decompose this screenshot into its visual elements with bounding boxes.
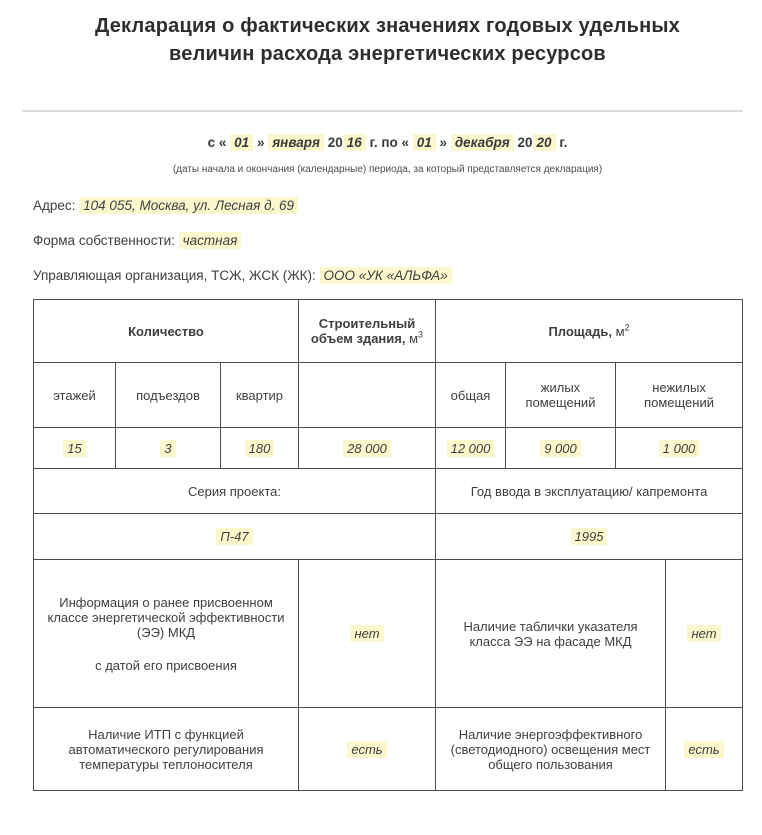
managing-org-line: [33, 268, 742, 283]
energy-class-value-cell: [299, 560, 436, 708]
address-line: [33, 198, 742, 213]
period-text: с «: [207, 135, 231, 150]
project-series-label-row: [34, 469, 743, 514]
apartments-cell: [221, 428, 299, 469]
project-series-value-row: [34, 514, 743, 560]
empty-cell: [299, 363, 436, 428]
period-day-end-field[interactable]: 01: [413, 134, 436, 151]
nonresidential-area-value-field[interactable]: 1 000: [659, 440, 700, 457]
floors-value-field[interactable]: 15: [63, 440, 85, 457]
period-year-end-field[interactable]: 20: [533, 134, 556, 151]
declaration-table: [33, 299, 743, 791]
entrances-subheader: подъездов: [116, 363, 221, 428]
area-unit: $м^2$: [615, 322, 630, 339]
commissioning-year-label: Год ввода в эксплуатацию/ капремонта: [436, 469, 743, 514]
quantity-header-label: Количество: [128, 323, 204, 339]
project-series-value-field[interactable]: П-47: [216, 528, 252, 545]
title-divider: [22, 110, 743, 112]
itp-label: Наличие ИТП с функцией автоматического регулирования температуры теплоносителя: [34, 708, 299, 791]
led-lighting-value-cell: [666, 708, 743, 791]
managing-org-value-field[interactable]: ООО «УК «АЛЬФА»: [320, 267, 452, 284]
project-series-label: Серия проекта:: [34, 469, 436, 514]
area-header: [436, 300, 743, 363]
commissioning-year-cell: [436, 514, 743, 560]
table-header-row: [34, 300, 743, 363]
energy-class-label: [34, 560, 299, 708]
quantity-header: [34, 300, 299, 363]
entrances-cell: [116, 428, 221, 469]
residential-area-value-field[interactable]: 9 000: [540, 440, 581, 457]
project-series-cell: [34, 514, 436, 560]
table-values-row: [34, 428, 743, 469]
period-line: [33, 135, 742, 150]
building-volume-label: Строительный объем здания,: [310, 316, 416, 346]
page-title: [33, 12, 742, 68]
address-value-field[interactable]: 104 055, Москва, ул. Лесная д. 69: [79, 197, 298, 214]
ee-plate-value-field[interactable]: нет: [687, 625, 720, 642]
building-volume-header: [299, 300, 436, 363]
period-day-start-field[interactable]: 01: [230, 134, 253, 151]
led-lighting-value-field[interactable]: есть: [684, 741, 723, 758]
energy-class-value-field[interactable]: нет: [350, 625, 383, 642]
energy-class-label-part1: Информация о ранее присвоенном классе энергетической эффективности (ЭЭ) МКД: [47, 594, 285, 640]
apartments-subheader: квартир: [221, 363, 299, 428]
table-subheader-row: [34, 363, 743, 428]
floors-cell: [34, 428, 116, 469]
period-month-end-field[interactable]: декабря: [451, 134, 514, 151]
apartments-value-field[interactable]: 180: [245, 440, 275, 457]
itp-value-field[interactable]: есть: [347, 741, 386, 758]
page-title-line1: Декларация о фактических значениях годовых удельных: [95, 15, 680, 37]
period-text: »: [253, 135, 269, 150]
address-label: Адрес:: [33, 198, 80, 213]
period-month-start-field[interactable]: января: [268, 134, 324, 151]
page-title-line2: величин расхода энергетических ресурсов: [169, 43, 606, 65]
ownership-line: [33, 233, 742, 248]
floors-subheader: этажей: [34, 363, 116, 428]
ee-plate-label: Наличие таблички указателя класса ЭЭ на фасаде МКД: [436, 560, 666, 708]
entrances-value-field[interactable]: 3: [160, 440, 175, 457]
area-header-label: Площадь,: [548, 323, 613, 339]
nonresidential-area-cell: [616, 428, 743, 469]
period-year-start-field[interactable]: 16: [343, 134, 366, 151]
period-text: »: [435, 135, 451, 150]
itp-value-cell: [299, 708, 436, 791]
volume-value-field[interactable]: 28 000: [343, 440, 391, 457]
residential-area-subheader: жилых помещений: [506, 363, 616, 428]
energy-class-row: [34, 560, 743, 708]
residential-area-cell: [506, 428, 616, 469]
ee-plate-value-cell: [666, 560, 743, 708]
period-note: (даты начала и окончания (календарные) периода, за который представляется декларация): [172, 164, 603, 175]
nonresidential-area-subheader: нежилых помещений: [616, 363, 743, 428]
managing-org-label: Управляющая организация, ТСЖ, ЖСК (ЖК):: [33, 268, 320, 283]
building-volume-unit: $м^3$: [409, 329, 424, 346]
total-area-cell: [436, 428, 506, 469]
period-text: г. по «: [365, 135, 413, 150]
total-area-value-field[interactable]: 12 000: [447, 440, 495, 457]
itp-row: [34, 708, 743, 791]
period-text: г.: [555, 135, 568, 150]
ownership-label: Форма собственности:: [33, 233, 179, 248]
volume-cell: [299, 428, 436, 469]
total-area-subheader: общая: [436, 363, 506, 428]
period-text: 20: [513, 135, 533, 150]
ownership-value-field[interactable]: частная: [179, 232, 242, 249]
led-lighting-label: Наличие энергоэффективного (светодиодного) освещения мест общего пользования: [436, 708, 666, 791]
commissioning-year-value-field[interactable]: 1995: [571, 528, 608, 545]
energy-class-label-part2: с датой его присвоения: [95, 657, 237, 673]
period-text: 20: [324, 135, 343, 150]
